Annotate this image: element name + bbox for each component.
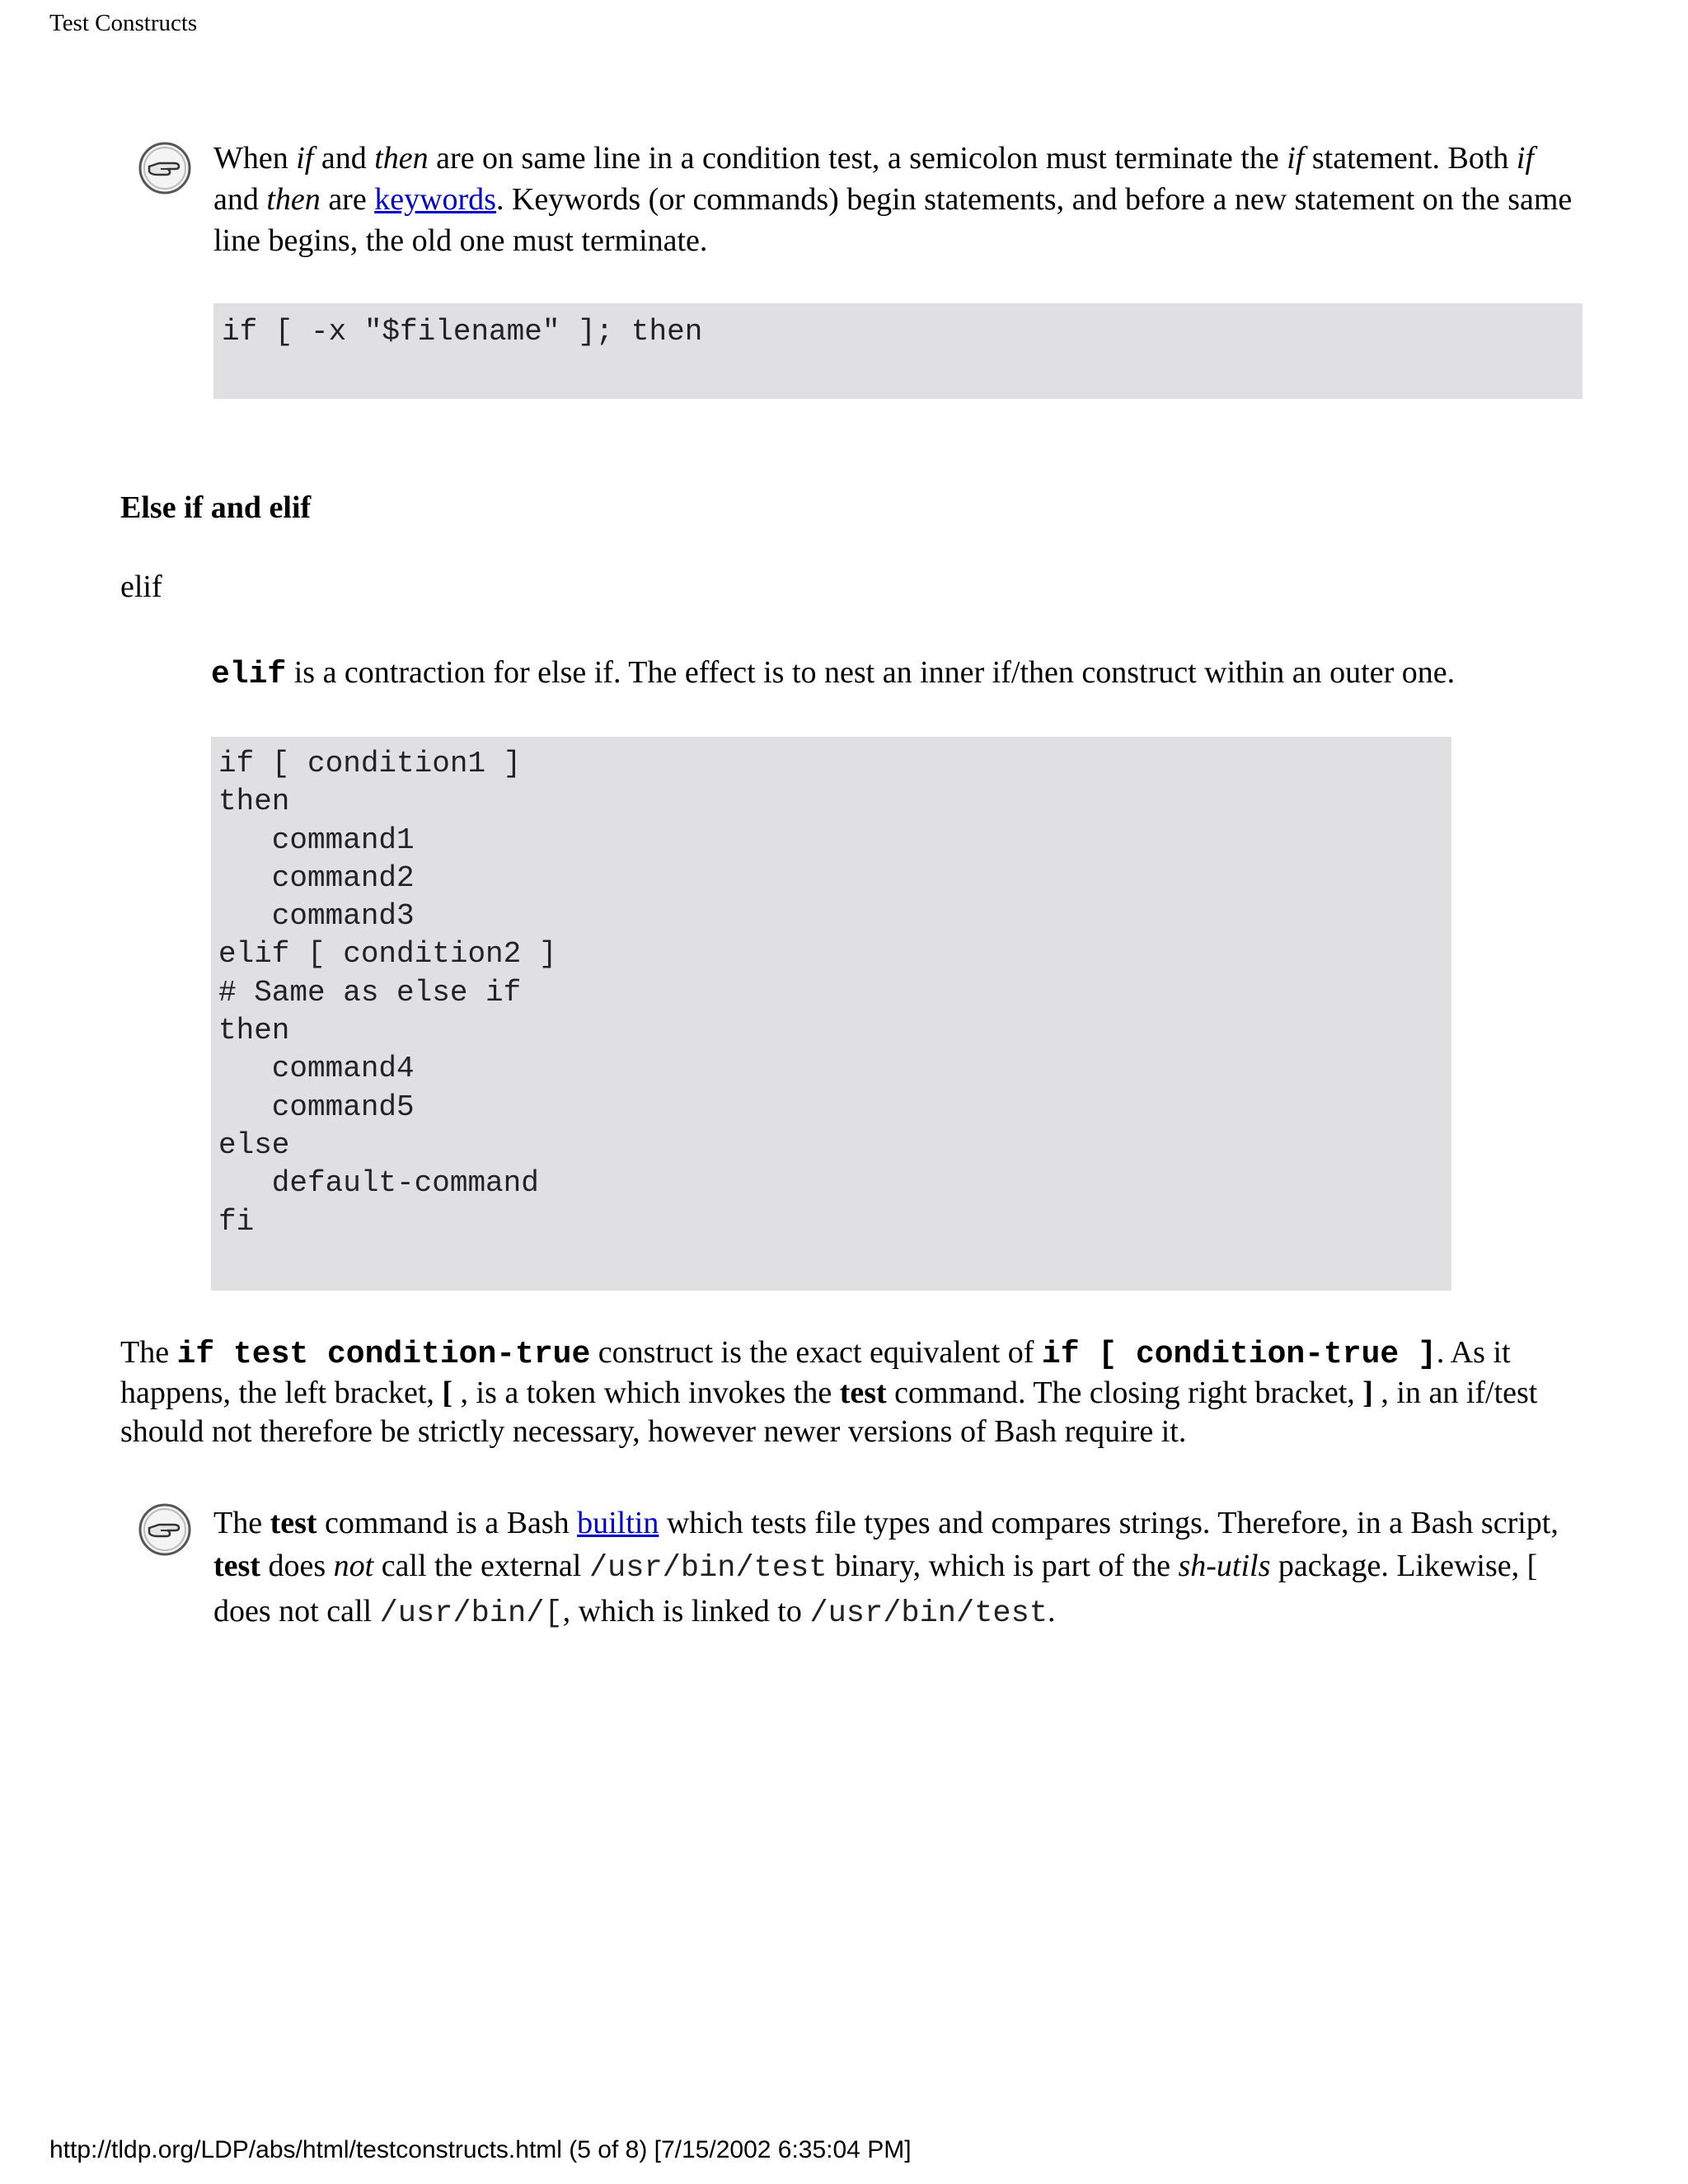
text-span: which tests file types and compares strings. Therefore, in a Bash script, xyxy=(659,1506,1559,1540)
text-span: are on same line in a condition test, a semicolon must terminate the xyxy=(428,141,1287,176)
text-span: and xyxy=(313,141,375,176)
equivalence-paragraph xyxy=(120,1333,1587,1451)
code-usr-bin-test: /usr/bin/test xyxy=(809,1596,1048,1631)
italic-then: then xyxy=(374,141,429,176)
text-span: and xyxy=(213,182,267,217)
text-span: call the external xyxy=(373,1549,589,1583)
text-span: When xyxy=(213,141,297,176)
text-span: , which is linked to xyxy=(562,1594,810,1629)
text-span: statement. Both xyxy=(1304,141,1517,176)
text-span: . Keywords (or commands) begin statements, and before a new statement on the same line begins, the old one must terminate. xyxy=(213,182,1573,258)
text-span: binary, which is part of the xyxy=(827,1549,1179,1583)
text-span: does xyxy=(260,1549,334,1583)
page-footer-url: http://tldp.org/LDP/abs/html/testconstructs.html (5 of 8) [7/15/2002 6:35:04 PM] xyxy=(49,2136,912,2163)
text-span: . As it happens, the left bracket, xyxy=(120,1335,1511,1410)
code-usr-bin-test: /usr/bin/test xyxy=(588,1551,828,1586)
code-usr-bin-bracket: /usr/bin/[ xyxy=(379,1596,563,1631)
code-elif: elif xyxy=(211,657,287,692)
italic-if: if xyxy=(1516,141,1535,176)
text-span: command. The closing right bracket, xyxy=(886,1376,1363,1410)
italic-if: if xyxy=(1287,141,1305,176)
section-heading: Else if and elif xyxy=(120,490,312,525)
elif-description xyxy=(211,654,1455,694)
bold-test: test xyxy=(839,1376,887,1410)
code-block-elif: if [ condition1 ] then command1 command2 command3 elif [ condition2 ] # Same as else if then command4 command5 else default-command fi xyxy=(211,737,1451,1291)
code-block-then: if [ -x "$filename" ]; then xyxy=(213,303,1582,399)
keywords-link[interactable]: keywords xyxy=(374,182,496,217)
text-span: command is a Bash xyxy=(316,1506,578,1540)
text-span: is a contraction for else if. The effect is to nest an inner if/then construct within an outer one. xyxy=(286,655,1456,690)
bold-bracket: ] xyxy=(1362,1376,1373,1410)
note-test-builtin-text xyxy=(213,1502,1582,1635)
italic-then: then xyxy=(266,182,321,217)
text-span: The xyxy=(213,1506,270,1540)
italic-not: not xyxy=(333,1549,374,1583)
italic-if: if xyxy=(296,141,314,176)
term-elif: elif xyxy=(120,569,162,604)
bold-bracket: [ xyxy=(442,1376,453,1410)
text-span: The xyxy=(120,1335,177,1370)
page-header-title: Test Constructs xyxy=(49,10,198,36)
text-span: . xyxy=(1048,1594,1056,1629)
note-keywords-text xyxy=(213,138,1582,261)
italic-sh-utils: sh-utils xyxy=(1178,1549,1271,1583)
code-if-test: if test condition-true xyxy=(176,1337,591,1372)
text-span: construct is the exact equivalent of xyxy=(590,1335,1042,1370)
text-span: package. Likewise, [ does not call xyxy=(213,1549,1538,1629)
text-span: , in an if/test should not therefore be strictly necessary, however newer versions of Bash require it. xyxy=(120,1376,1538,1449)
bold-test: test xyxy=(213,1549,260,1583)
bold-test: test xyxy=(270,1506,317,1540)
note-pointing-hand-icon xyxy=(138,141,192,195)
text-span: , is a token which invokes the xyxy=(452,1376,840,1410)
code-if-bracket: if [ condition-true ] xyxy=(1041,1337,1437,1372)
builtin-link[interactable]: builtin xyxy=(577,1506,659,1540)
text-span: are xyxy=(320,182,375,217)
note-pointing-hand-icon xyxy=(138,1502,192,1557)
